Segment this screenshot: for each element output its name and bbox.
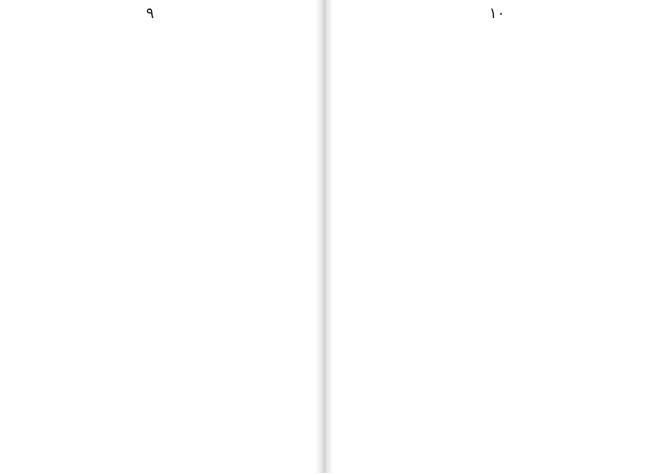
- text-line: [10, 358, 302, 372]
- text-line: [10, 409, 302, 423]
- page-number: ۹: [146, 4, 155, 22]
- text-line: [10, 271, 302, 285]
- text-line: [10, 254, 302, 268]
- left-page: [0, 0, 316, 473]
- text-line: [343, 360, 643, 374]
- text-line: [10, 340, 302, 354]
- text-line: [10, 306, 302, 320]
- text-line: [10, 375, 302, 389]
- text-line: [343, 377, 643, 391]
- text-line: [343, 343, 643, 357]
- book-gutter: [316, 0, 333, 473]
- text-line: [343, 326, 643, 340]
- text-line: [343, 428, 538, 442]
- text-line: [343, 274, 643, 288]
- text-line: [343, 186, 643, 200]
- text-line: [10, 137, 302, 151]
- text-line: [343, 80, 538, 94]
- text-line: [10, 427, 302, 441]
- right-page: [333, 0, 649, 473]
- text-line: [343, 309, 643, 323]
- text-line: [343, 62, 643, 76]
- text-line: [343, 30, 643, 44]
- text-line: [10, 69, 302, 83]
- text-line: [10, 444, 302, 458]
- text-line: [343, 410, 538, 424]
- text-line: [10, 222, 160, 236]
- section-heading: [178, 232, 308, 256]
- text-line: [10, 155, 302, 169]
- text-line: [10, 289, 302, 303]
- text-line: [10, 52, 302, 66]
- text-line: [343, 118, 643, 132]
- text-line: [10, 323, 302, 337]
- section-heading: [548, 392, 638, 416]
- text-line: [343, 100, 538, 114]
- text-line: [10, 35, 302, 49]
- text-line: [343, 292, 643, 306]
- text-line: [343, 135, 643, 149]
- text-line: [10, 206, 302, 220]
- text-line: [10, 392, 302, 406]
- section-heading: [541, 248, 641, 272]
- text-line: [10, 189, 302, 203]
- text-line: [10, 103, 302, 117]
- text-line: [343, 220, 643, 234]
- text-line: [343, 444, 643, 458]
- text-line: [343, 46, 643, 60]
- page-number: ۱۰: [489, 4, 506, 22]
- text-line: [343, 238, 533, 252]
- text-line: [343, 256, 533, 270]
- text-line: [343, 203, 643, 217]
- text-line: [343, 152, 643, 166]
- text-line: [10, 16, 302, 30]
- text-line: [10, 172, 302, 186]
- text-line: [343, 169, 643, 183]
- text-line: [10, 86, 302, 100]
- text-line: [343, 392, 538, 406]
